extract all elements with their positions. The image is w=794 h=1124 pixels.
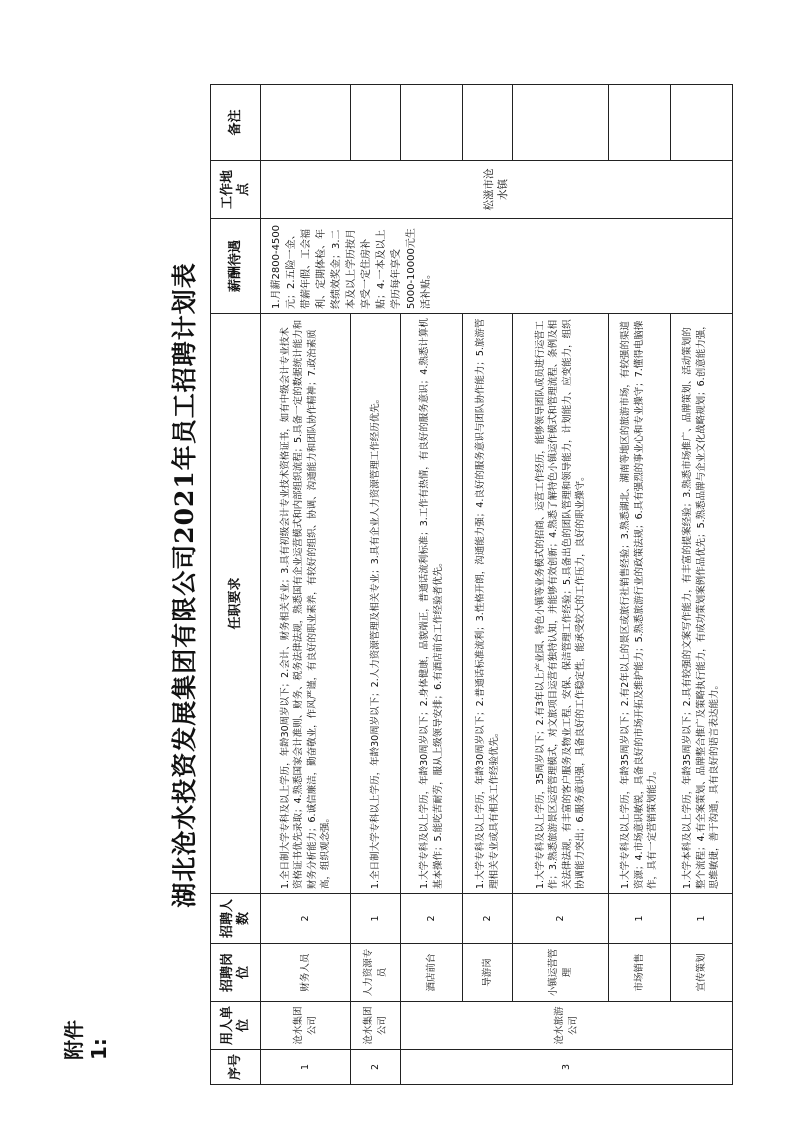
- count-cell: 2: [261, 894, 351, 944]
- remarks-cell: [351, 85, 401, 161]
- requirements-cell: 1.大学专科及以上学历，年龄30周岁以下；2.身体健康，品貌端正，普通话流利标准；3.工作有热情，有良好的服务意识；4.熟悉计算机基本操作；5.能吃苦耐劳，服从上级领导安排；6.有酒店前台工作经验者优先。: [401, 314, 463, 894]
- header-employer: 用人单位: [211, 1002, 261, 1050]
- header-requirements: 任职要求: [211, 314, 261, 894]
- table-header-row: [211, 85, 261, 1085]
- seq-cell: 1: [261, 1050, 351, 1085]
- requirements-cell: 1.大学专科及以上学历，年龄35周岁以下；2.有2年以上的景区或旅行社销售经验；3.熟悉湖北、湖南等地区的旅游市场，有较强的渠道资源；4.市场意识敏锐，具备良好的市场开拓及维护能力；5.熟悉旅游行业的政策法规；6.具有强烈的事业心和专业操守；7.懂得电脑操作，具有一定营销策划能力。: [609, 314, 671, 894]
- remarks-cell: [671, 85, 733, 161]
- header-count: 招聘人数: [211, 894, 261, 944]
- seq-cell: 3: [401, 1050, 733, 1085]
- count-cell: 1: [609, 894, 671, 944]
- rotated-table-block: [160, 85, 720, 1085]
- position-cell: 市场销售: [609, 944, 671, 1002]
- header-salary: 薪酬待遇: [211, 219, 261, 314]
- remarks-cell: [513, 85, 609, 161]
- count-cell: 2: [513, 894, 609, 944]
- count-cell: 2: [463, 894, 513, 944]
- employer-cell: 沧水旅游公司: [401, 1002, 733, 1050]
- position-cell: 人力资源专员: [351, 944, 401, 1002]
- remarks-cell: [463, 85, 513, 161]
- remarks-cell: [261, 85, 351, 161]
- requirements-cell: 1.大学专科及以上学历，35周岁以下；2.有3年以上产业园、特色小镇等业务模式的招商、运营工作经历，能够领导团队成员进行运营工作；3.熟悉旅游景区运营管理模式，对文旅项目运营有独特认知，并能够有效创新；4.熟悉了解特色小镇运作模式和管理流程、条例及相关法律法规，有丰富的客户服务及物业工程、安保、保洁管理工作经验；5.具备出色的团队管理和领导能力，计划能力、应变能力，组织协调能力突出；6.服务意识强，具备良好的工作稳定性，能承受较大的工作压力，良好的职业操守。: [513, 314, 609, 894]
- header-seq: 序号: [211, 1050, 261, 1085]
- position-cell: 小镇运营管理: [513, 944, 609, 1002]
- requirements-cell: 1.全日制大学专科以上学历，年龄30周岁以下；2.人力资源管理及相关专业；3.具有企业人力资源管理工作经历优先。: [351, 314, 401, 894]
- seq-cell: 2: [351, 1050, 401, 1085]
- header-position: 招聘岗位: [211, 944, 261, 1002]
- count-cell: 1: [351, 894, 401, 944]
- header-remarks: 备注: [211, 85, 261, 161]
- employer-cell: 沧水集团公司: [351, 1002, 401, 1050]
- employer-cell: 沧水集团公司: [261, 1002, 351, 1050]
- table-row: [261, 85, 351, 1085]
- remarks-cell: [401, 85, 463, 161]
- remarks-cell: [609, 85, 671, 161]
- position-cell: 财务人员: [261, 944, 351, 1002]
- requirements-cell: 1.大学本科及以上学历，年龄35周岁以下；2.具有较强的文案写作能力，有丰富的提案经验；3.熟悉市场推广、品牌策划、活动策划的整个流程；4.有全案策划、品牌整合推广及策略执行能力，有成功策划案例作品优先；5.熟悉品牌与企业文化战略规划；6.创意能力强，思维敏捷，善于沟通，具有良好的语言表达能力。: [671, 314, 733, 894]
- recruitment-table: [210, 84, 733, 1085]
- requirements-cell: 1.全日制大学专科及以上学历，年龄30周岁以下；2.会计、财务相关专业；3.具有初级会计专业技术资格证书，如有中级会计专业技术资格证书优先录取；4.熟悉国家会计准则、财务、税务法律法规，熟悉国有企业运营模式和内部组织流程；5.具备一定的数据统计能力和财务分析能力；6.诚信廉洁，勤奋敬业，作风严谨，有良好的职业素养，有较好的组织、协调、沟通能力和团队协作精神；7.政治素质高，组织观念强。: [261, 314, 351, 894]
- header-location: 工作地点: [211, 161, 261, 219]
- requirements-cell: 1.大学专科及以上学历，年龄30周岁以下；2.普通话标准流利；3.性格开朗，沟通能力强；4.良好的服务意识与团队协作能力；5.旅游管理相关专业或具有相关工作经验优先。: [463, 314, 513, 894]
- position-cell: 宣传策划: [671, 944, 733, 1002]
- position-cell: 酒店前台: [401, 944, 463, 1002]
- count-cell: 1: [671, 894, 733, 944]
- annex-label: 附件1:: [62, 1020, 111, 1060]
- count-cell: 2: [401, 894, 463, 944]
- position-cell: 导游岗: [463, 944, 513, 1002]
- document-title: 湖北沧水投资发展集团有限公司2021年员工招聘计划表: [170, 262, 199, 908]
- location-cell: 松滋市沧水镇: [261, 161, 733, 219]
- salary-cell: 1.月薪2800-4500元；2.五险一金、带薪年假、工会福利、定期体检、年终绩效奖金；3.二本及以上学历按月享受一定住房补贴；4.一本及以上学历每年享受5000-10000元生活补贴。: [261, 219, 733, 314]
